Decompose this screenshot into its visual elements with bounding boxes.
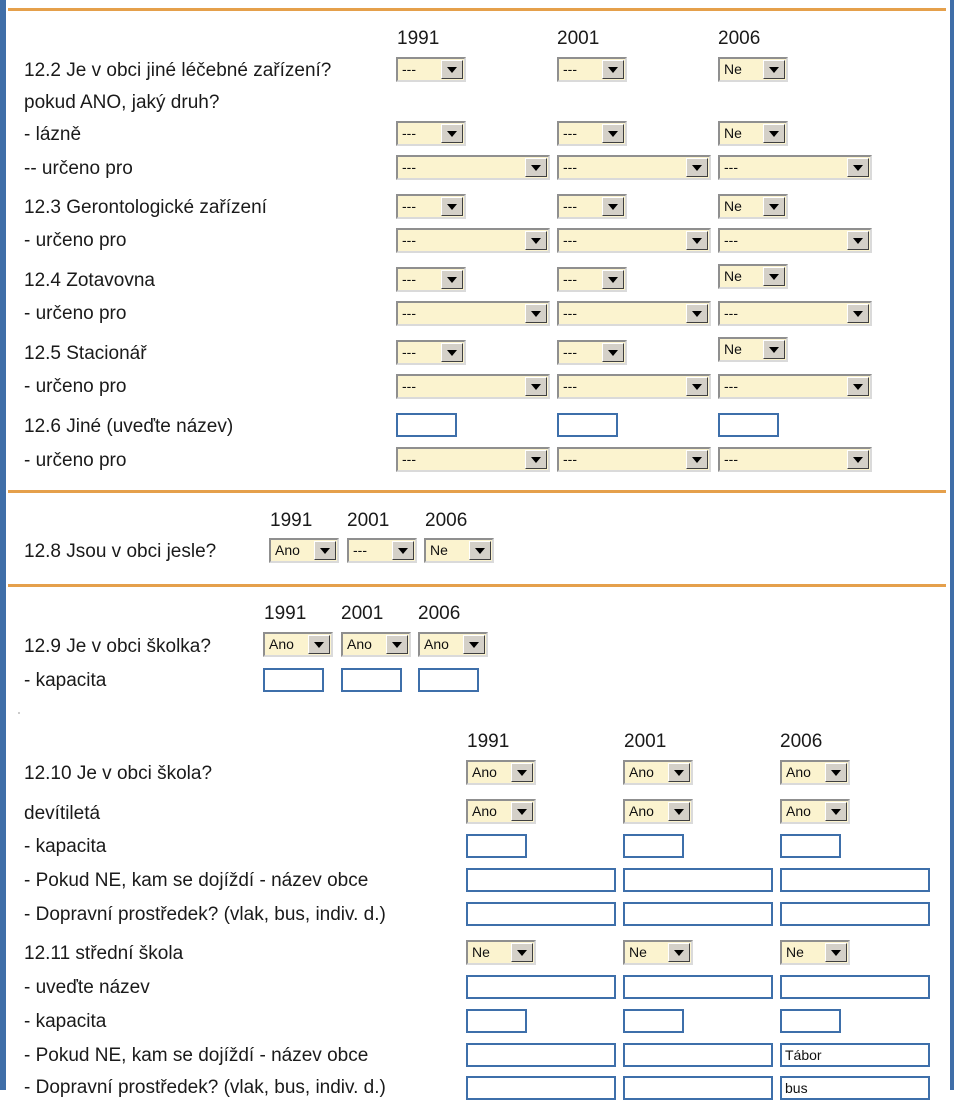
select-12-2-2006[interactable]: Ne bbox=[718, 57, 788, 82]
select-urceno-12-4-1991[interactable]: --- bbox=[396, 301, 550, 326]
select-lazne-1991[interactable]: --- bbox=[396, 121, 466, 146]
input-kapacita-12-10-2006[interactable] bbox=[780, 834, 841, 858]
select-12-3-2006[interactable]: Ne bbox=[718, 194, 788, 219]
select-urceno-12-5-2001[interactable]: --- bbox=[557, 374, 711, 399]
page-frame-left bbox=[0, 0, 6, 1090]
dropdown-arrow-icon[interactable] bbox=[392, 541, 414, 560]
select-lazne-2006[interactable]: Ne bbox=[718, 121, 788, 146]
dropdown-arrow-icon[interactable] bbox=[668, 943, 690, 962]
dropdown-arrow-icon[interactable] bbox=[314, 541, 336, 560]
select-urceno-12-6-2001[interactable]: --- bbox=[557, 447, 711, 472]
year-2001: 2001 bbox=[347, 510, 390, 531]
input-obec-12-10-2006[interactable] bbox=[780, 868, 930, 892]
input-kapacita-12-9-1991[interactable] bbox=[263, 668, 324, 692]
select-12-8-2001[interactable]: --- bbox=[347, 538, 417, 563]
dropdown-arrow-icon[interactable] bbox=[441, 60, 463, 79]
question-label-12-3: 12.3 Gerontologické zařízení bbox=[24, 197, 267, 218]
select-12-3-2001[interactable]: --- bbox=[557, 194, 627, 219]
dropdown-arrow-icon[interactable] bbox=[847, 158, 869, 177]
dropdown-arrow-icon[interactable] bbox=[525, 304, 547, 323]
label-kapacita-12-11: - kapacita bbox=[24, 1011, 107, 1032]
select-12-9-2001[interactable]: Ano bbox=[341, 632, 411, 657]
dropdown-arrow-icon[interactable] bbox=[602, 60, 624, 79]
select-12-11-2006[interactable]: Ne bbox=[780, 940, 850, 965]
input-nazev-12-11-1991[interactable] bbox=[466, 975, 616, 999]
input-kapacita-12-11-2006[interactable] bbox=[780, 1009, 841, 1033]
year-1991: 1991 bbox=[270, 510, 313, 531]
dropdown-arrow-icon[interactable] bbox=[525, 377, 547, 396]
dropdown-arrow-icon[interactable] bbox=[441, 343, 463, 362]
select-12-5-2006[interactable]: Ne bbox=[718, 337, 788, 362]
question-label-12-2: 12.2 Je v obci jiné léčebné zařízení? bbox=[24, 60, 332, 81]
top-separator bbox=[8, 8, 946, 11]
select-devitileta-2001[interactable]: Ano bbox=[623, 799, 693, 824]
input-doprava-12-11-1991[interactable] bbox=[466, 1076, 616, 1100]
select-12-8-2006[interactable]: Ne bbox=[424, 538, 494, 563]
dropdown-arrow-icon[interactable] bbox=[602, 124, 624, 143]
dropdown-arrow-icon[interactable] bbox=[847, 304, 869, 323]
label-urceno-pro-12-6: - určeno pro bbox=[24, 450, 127, 471]
divider-dot bbox=[18, 712, 20, 714]
dropdown-arrow-icon[interactable] bbox=[847, 450, 869, 469]
question-label-12-11: 12.11 střední škola bbox=[24, 943, 184, 964]
dropdown-arrow-icon[interactable] bbox=[686, 231, 708, 250]
select-urceno-12-3-1991[interactable]: --- bbox=[396, 228, 550, 253]
dropdown-arrow-icon[interactable] bbox=[511, 802, 533, 821]
select-urceno-12-6-1991[interactable]: --- bbox=[396, 447, 550, 472]
input-doprava-12-10-2001[interactable] bbox=[623, 902, 773, 926]
input-kapacita-12-11-1991[interactable] bbox=[466, 1009, 527, 1033]
input-kapacita-12-9-2006[interactable] bbox=[418, 668, 479, 692]
select-12-4-2001[interactable]: --- bbox=[557, 267, 627, 292]
select-lazne-2001[interactable]: --- bbox=[557, 121, 627, 146]
select-12-9-2006[interactable]: Ano bbox=[418, 632, 488, 657]
select-urceno-12-3-2001[interactable]: --- bbox=[557, 228, 711, 253]
select-urceno-12-4-2001[interactable]: --- bbox=[557, 301, 711, 326]
dropdown-arrow-icon[interactable] bbox=[686, 304, 708, 323]
dropdown-arrow-icon[interactable] bbox=[441, 197, 463, 216]
select-12-4-2006[interactable]: Ne bbox=[718, 264, 788, 289]
input-obec-12-11-1991[interactable] bbox=[466, 1043, 616, 1067]
section-separator bbox=[8, 584, 946, 587]
select-urceno-12-5-1991[interactable]: --- bbox=[396, 374, 550, 399]
dropdown-arrow-icon[interactable] bbox=[668, 763, 690, 782]
label-doprava-12-10: - Dopravní prostředek? (vlak, bus, indiv. d.) bbox=[24, 904, 386, 925]
question-label-12-5: 12.5 Stacionář bbox=[24, 343, 147, 364]
select-12-10-1991[interactable]: Ano bbox=[466, 760, 536, 785]
dropdown-arrow-icon[interactable] bbox=[441, 270, 463, 289]
select-urceno-12-3-2006[interactable]: --- bbox=[718, 228, 872, 253]
year-1991: 1991 bbox=[264, 603, 307, 624]
dropdown-arrow-icon[interactable] bbox=[511, 943, 533, 962]
dropdown-arrow-icon[interactable] bbox=[763, 267, 785, 286]
dropdown-arrow-icon[interactable] bbox=[386, 635, 408, 654]
dropdown-arrow-icon[interactable] bbox=[847, 231, 869, 250]
dropdown-arrow-icon[interactable] bbox=[686, 450, 708, 469]
select-devitileta-2006[interactable]: Ano bbox=[780, 799, 850, 824]
input-obec-12-10-1991[interactable] bbox=[466, 868, 616, 892]
select-urceno-lazne-2001[interactable]: --- bbox=[557, 155, 711, 180]
dropdown-arrow-icon[interactable] bbox=[308, 635, 330, 654]
dropdown-arrow-icon[interactable] bbox=[686, 158, 708, 177]
label-doprava-12-11: - Dopravní prostředek? (vlak, bus, indiv. d.) bbox=[24, 1077, 386, 1098]
year-2006: 2006 bbox=[780, 731, 823, 752]
label-urceno-pro-12-5: - určeno pro bbox=[24, 376, 127, 397]
question-label-12-9: 12.9 Je v obci školka? bbox=[24, 636, 211, 657]
input-kapacita-12-10-1991[interactable] bbox=[466, 834, 527, 858]
select-devitileta-1991[interactable]: Ano bbox=[466, 799, 536, 824]
select-urceno-lazne-2006[interactable]: --- bbox=[718, 155, 872, 180]
dropdown-arrow-icon[interactable] bbox=[847, 377, 869, 396]
select-12-3-1991[interactable]: --- bbox=[396, 194, 466, 219]
input-obec-12-10-2001[interactable] bbox=[623, 868, 773, 892]
label-kapacita-12-10: - kapacita bbox=[24, 836, 107, 857]
input-nazev-12-11-2001[interactable] bbox=[623, 975, 773, 999]
input-12-6-1991[interactable] bbox=[396, 413, 457, 437]
select-12-8-1991[interactable]: Ano bbox=[269, 538, 339, 563]
input-doprava-12-11-2006[interactable]: bus bbox=[780, 1076, 930, 1100]
question-label-12-8: 12.8 Jsou v obci jesle? bbox=[24, 541, 217, 562]
dropdown-arrow-icon[interactable] bbox=[602, 197, 624, 216]
input-obec-12-11-2006[interactable]: Tábor bbox=[780, 1043, 930, 1067]
year-2001: 2001 bbox=[341, 603, 384, 624]
select-urceno-12-4-2006[interactable]: --- bbox=[718, 301, 872, 326]
dropdown-arrow-icon[interactable] bbox=[525, 450, 547, 469]
input-doprava-12-11-2001[interactable] bbox=[623, 1076, 773, 1100]
dropdown-arrow-icon[interactable] bbox=[441, 124, 463, 143]
dropdown-arrow-icon[interactable] bbox=[602, 270, 624, 289]
select-urceno-12-6-2006[interactable]: --- bbox=[718, 447, 872, 472]
section-separator bbox=[8, 490, 946, 493]
year-2006: 2006 bbox=[425, 510, 468, 531]
input-kapacita-12-11-2001[interactable] bbox=[623, 1009, 684, 1033]
year-1991: 1991 bbox=[467, 731, 510, 752]
year-2006: 2006 bbox=[418, 603, 461, 624]
select-urceno-lazne-1991[interactable]: --- bbox=[396, 155, 550, 180]
year-2001: 2001 bbox=[557, 28, 600, 49]
dropdown-arrow-icon[interactable] bbox=[763, 197, 785, 216]
input-12-6-2001[interactable] bbox=[557, 413, 618, 437]
select-12-2-2001[interactable]: --- bbox=[557, 57, 627, 82]
select-urceno-12-5-2006[interactable]: --- bbox=[718, 374, 872, 399]
input-kapacita-12-10-2001[interactable] bbox=[623, 834, 684, 858]
label-devitileta: devítiletá bbox=[24, 803, 101, 824]
input-doprava-12-10-2006[interactable] bbox=[780, 902, 930, 926]
dropdown-arrow-icon[interactable] bbox=[511, 763, 533, 782]
dropdown-arrow-icon[interactable] bbox=[763, 60, 785, 79]
question-sublabel: pokud ANO, jaký druh? bbox=[24, 92, 220, 113]
label-urceno-pro-12-3: - určeno pro bbox=[24, 230, 127, 251]
label-pokud-ne-12-10: - Pokud NE, kam se dojíždí - název obce bbox=[24, 870, 369, 891]
label-pokud-ne-12-11: - Pokud NE, kam se dojíždí - název obce bbox=[24, 1045, 369, 1066]
dropdown-arrow-icon[interactable] bbox=[602, 343, 624, 362]
select-12-4-1991[interactable]: --- bbox=[396, 267, 466, 292]
year-2001: 2001 bbox=[624, 731, 667, 752]
year-1991: 1991 bbox=[397, 28, 440, 49]
year-2006: 2006 bbox=[718, 28, 761, 49]
dropdown-arrow-icon[interactable] bbox=[668, 802, 690, 821]
question-label-12-10: 12.10 Je v obci škola? bbox=[24, 763, 213, 784]
select-12-10-2006[interactable]: Ano bbox=[780, 760, 850, 785]
dropdown-arrow-icon[interactable] bbox=[763, 340, 785, 359]
dropdown-arrow-icon[interactable] bbox=[469, 541, 491, 560]
label-urceno-pro-lazne: -- určeno pro bbox=[24, 158, 133, 179]
select-12-2-1991[interactable]: --- bbox=[396, 57, 466, 82]
dropdown-arrow-icon[interactable] bbox=[763, 124, 785, 143]
label-urceno-pro-12-4: - určeno pro bbox=[24, 303, 127, 324]
label-lazne: - lázně bbox=[24, 124, 82, 145]
select-12-10-2001[interactable]: Ano bbox=[623, 760, 693, 785]
question-label-12-4: 12.4 Zotavovna bbox=[24, 270, 155, 291]
page-frame-right bbox=[950, 0, 960, 1090]
input-kapacita-12-9-2001[interactable] bbox=[341, 668, 402, 692]
dropdown-arrow-icon[interactable] bbox=[825, 763, 847, 782]
select-12-11-1991[interactable]: Ne bbox=[466, 940, 536, 965]
dropdown-arrow-icon[interactable] bbox=[525, 158, 547, 177]
question-label-12-6: 12.6 Jiné (uveďte název) bbox=[24, 416, 234, 437]
input-nazev-12-11-2006[interactable] bbox=[780, 975, 930, 999]
select-12-5-1991[interactable]: --- bbox=[396, 340, 466, 365]
dropdown-arrow-icon[interactable] bbox=[463, 635, 485, 654]
dropdown-arrow-icon[interactable] bbox=[825, 802, 847, 821]
select-12-5-2001[interactable]: --- bbox=[557, 340, 627, 365]
label-uvedte-nazev: - uveďte název bbox=[24, 977, 150, 998]
input-obec-12-11-2001[interactable] bbox=[623, 1043, 773, 1067]
select-12-9-1991[interactable]: Ano bbox=[263, 632, 333, 657]
select-12-11-2001[interactable]: Ne bbox=[623, 940, 693, 965]
label-kapacita-12-9: - kapacita bbox=[24, 670, 107, 691]
dropdown-arrow-icon[interactable] bbox=[686, 377, 708, 396]
dropdown-arrow-icon[interactable] bbox=[825, 943, 847, 962]
input-doprava-12-10-1991[interactable] bbox=[466, 902, 616, 926]
input-12-6-2006[interactable] bbox=[718, 413, 779, 437]
dropdown-arrow-icon[interactable] bbox=[525, 231, 547, 250]
